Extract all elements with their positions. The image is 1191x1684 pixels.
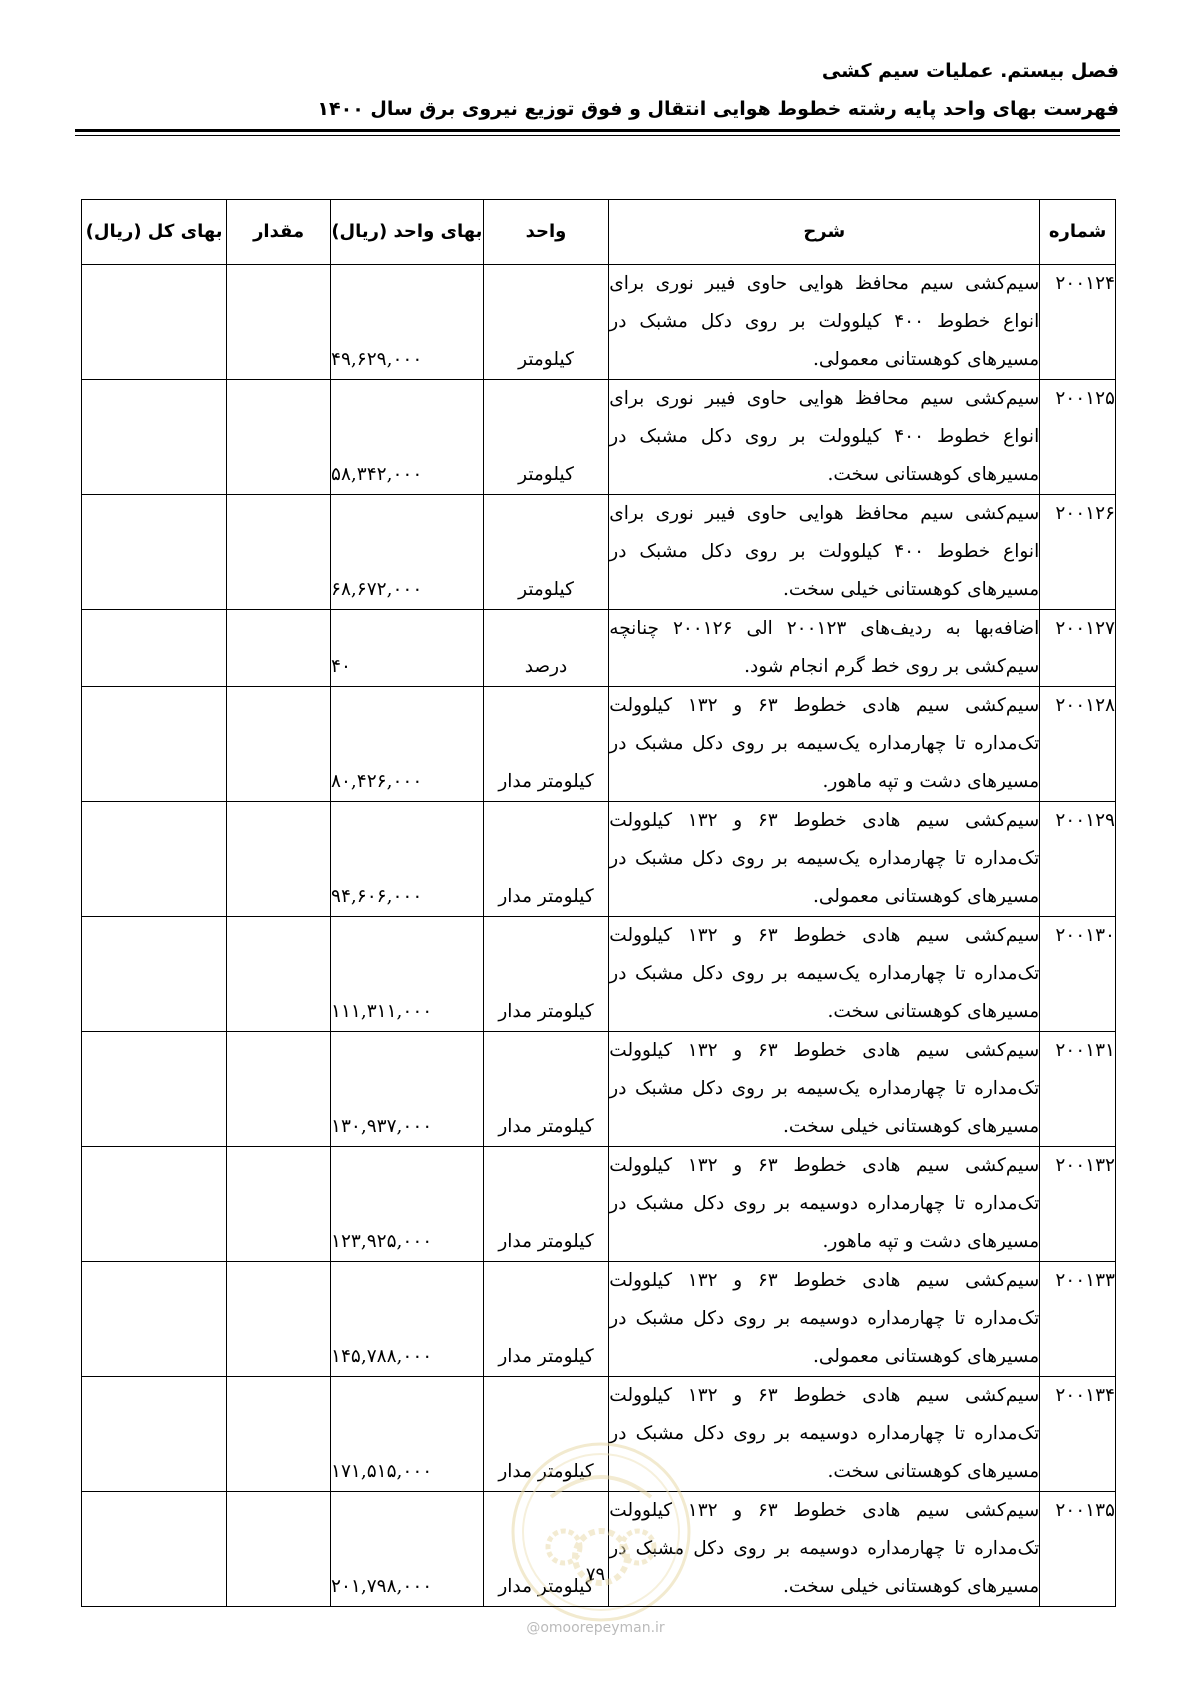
row-quantity (227, 1032, 331, 1147)
page-number: ۷۹ (585, 1564, 606, 1585)
row-total-price (82, 1377, 227, 1492)
row-unit: کیلومتر (483, 495, 609, 610)
row-total-price (82, 495, 227, 610)
row-quantity (227, 917, 331, 1032)
row-unit-price: ۱۷۱,۵۱۵,۰۰۰ (331, 1377, 484, 1492)
row-unit-price: ۲۰۱,۷۹۸,۰۰۰ (331, 1492, 484, 1607)
row-unit-price: ۹۴,۶۰۶,۰۰۰ (331, 802, 484, 917)
row-total-price (82, 687, 227, 802)
row-unit: کیلومتر (483, 265, 609, 380)
column-header-description: شرح (609, 200, 1040, 265)
row-description: سیم‌کشی سیم هادی خطوط ۶۳ و ۱۳۲ کیلوولت تک‌مداره تا چهارمداره یک‌سیمه بر روی دکل مشبک در مسیرهای دشت و تپه ماهور. (609, 687, 1040, 802)
row-total-price (82, 610, 227, 687)
row-total-price (82, 802, 227, 917)
row-quantity (227, 1377, 331, 1492)
table-row (82, 380, 1116, 495)
row-unit-price: ۶۸,۶۷۲,۰۰۰ (331, 495, 484, 610)
row-quantity (227, 687, 331, 802)
row-quantity (227, 610, 331, 687)
row-unit: کیلومتر مدار (483, 687, 609, 802)
row-unit: کیلومتر مدار (483, 1147, 609, 1262)
row-unit: کیلومتر مدار (483, 917, 609, 1032)
row-unit-price: ۴۹,۶۲۹,۰۰۰ (331, 265, 484, 380)
watermark-seal (506, 1437, 696, 1627)
table-row (82, 802, 1116, 917)
header-rule-thick (75, 129, 1120, 132)
table-row (82, 917, 1116, 1032)
row-description: سیم‌کشی سیم هادی خطوط ۶۳ و ۱۳۲ کیلوولت تک‌مداره تا چهارمداره یک‌سیمه بر روی دکل مشبک در مسیرهای کوهستانی معمولی. (609, 802, 1040, 917)
table-row (82, 610, 1116, 687)
row-description: سیم‌کشی سیم محافظ هوایی حاوی فیبر نوری برای انواع خطوط ۴۰۰ کیلوولت بر روی دکل مشبک در مسیرهای کوهستانی سخت. (609, 380, 1040, 495)
row-unit-price: ۱۳۰,۹۳۷,۰۰۰ (331, 1032, 484, 1147)
row-description: سیم‌کشی سیم هادی خطوط ۶۳ و ۱۳۲ کیلوولت تک‌مداره تا چهارمداره یک‌سیمه بر روی دکل مشبک در مسیرهای کوهستانی سخت. (609, 917, 1040, 1032)
header-rule-thin (75, 135, 1120, 136)
column-header-unit: واحد (483, 200, 609, 265)
row-number: ۲۰۰۱۲۷ (1040, 610, 1116, 687)
row-number: ۲۰۰۱۳۱ (1040, 1032, 1116, 1147)
row-description: سیم‌کشی سیم هادی خطوط ۶۳ و ۱۳۲ کیلوولت تک‌مداره تا چهارمداره دوسیمه بر روی دکل مشبک در مسیرهای دشت و تپه ماهور. (609, 1147, 1040, 1262)
table-row (82, 1147, 1116, 1262)
row-number: ۲۰۰۱۳۲ (1040, 1147, 1116, 1262)
watermark-text: @omoorepeyman.ir (526, 1620, 665, 1636)
table-row (82, 495, 1116, 610)
row-number: ۲۰۰۱۲۴ (1040, 265, 1116, 380)
column-header-number: شماره (1040, 200, 1116, 265)
row-description: سیم‌کشی سیم محافظ هوایی حاوی فیبر نوری برای انواع خطوط ۴۰۰ کیلوولت بر روی دکل مشبک در مسیرهای کوهستانی خیلی سخت. (609, 495, 1040, 610)
table-row (82, 1262, 1116, 1377)
footer-rule (86, 1606, 1116, 1607)
column-header-quantity: مقدار (227, 200, 331, 265)
table-row (82, 265, 1116, 380)
row-number: ۲۰۰۱۳۵ (1040, 1492, 1116, 1607)
row-number: ۲۰۰۱۳۴ (1040, 1377, 1116, 1492)
row-unit-price: ۱۲۳,۹۲۵,۰۰۰ (331, 1147, 484, 1262)
row-quantity (227, 380, 331, 495)
row-unit-price: ۱۴۵,۷۸۸,۰۰۰ (331, 1262, 484, 1377)
row-quantity (227, 802, 331, 917)
row-description: سیم‌کشی سیم هادی خطوط ۶۳ و ۱۳۲ کیلوولت تک‌مداره تا چهارمداره دوسیمه بر روی دکل مشبک در مسیرهای کوهستانی سخت. (609, 1377, 1040, 1492)
table-header-row (82, 200, 1116, 265)
row-quantity (227, 495, 331, 610)
row-quantity (227, 1492, 331, 1607)
row-description: سیم‌کشی سیم هادی خطوط ۶۳ و ۱۳۲ کیلوولت تک‌مداره تا چهارمداره دوسیمه بر روی دکل مشبک در مسیرهای کوهستانی خیلی سخت. (609, 1492, 1040, 1607)
row-quantity (227, 1262, 331, 1377)
row-total-price (82, 1032, 227, 1147)
row-total-price (82, 265, 227, 380)
row-unit-price: ۴۰ (331, 610, 484, 687)
row-description: سیم‌کشی سیم هادی خطوط ۶۳ و ۱۳۲ کیلوولت تک‌مداره تا چهارمداره یک‌سیمه بر روی دکل مشبک در مسیرهای کوهستانی خیلی سخت. (609, 1032, 1040, 1147)
row-unit: کیلومتر مدار (483, 1377, 609, 1492)
row-number: ۲۰۰۱۳۰ (1040, 917, 1116, 1032)
row-unit: کیلومتر مدار (483, 1262, 609, 1377)
column-header-unit-price: بهای واحد (ریال) (331, 200, 484, 265)
row-total-price (82, 917, 227, 1032)
row-number: ۲۰۰۱۲۸ (1040, 687, 1116, 802)
document-subtitle: فهرست بهای واحد پایه رشته خطوط هوایی انتقال و فوق توزیع نیروی برق سال ۱۴۰۰ (317, 98, 1119, 120)
table-row (82, 687, 1116, 802)
row-description: سیم‌کشی سیم هادی خطوط ۶۳ و ۱۳۲ کیلوولت تک‌مداره تا چهارمداره دوسیمه بر روی دکل مشبک در مسیرهای کوهستانی معمولی. (609, 1262, 1040, 1377)
row-quantity (227, 265, 331, 380)
column-header-total-price: بهای کل (ریال) (82, 200, 227, 265)
row-unit-price: ۵۸,۳۴۲,۰۰۰ (331, 380, 484, 495)
price-list-table (81, 199, 1116, 1607)
chapter-title: فصل بیستم. عملیات سیم کشی (821, 60, 1119, 82)
row-number: ۲۰۰۱۲۵ (1040, 380, 1116, 495)
row-unit: کیلومتر مدار (483, 1032, 609, 1147)
row-unit: کیلومتر مدار (483, 802, 609, 917)
row-unit: کیلومتر (483, 380, 609, 495)
row-unit: درصد (483, 610, 609, 687)
row-total-price (82, 380, 227, 495)
row-total-price (82, 1262, 227, 1377)
row-unit-price: ۱۱۱,۳۱۱,۰۰۰ (331, 917, 484, 1032)
row-total-price (82, 1492, 227, 1607)
table-row (82, 1032, 1116, 1147)
row-number: ۲۰۰۱۲۶ (1040, 495, 1116, 610)
row-unit-price: ۸۰,۴۲۶,۰۰۰ (331, 687, 484, 802)
row-description: سیم‌کشی سیم محافظ هوایی حاوی فیبر نوری برای انواع خطوط ۴۰۰ کیلوولت بر روی دکل مشبک در مسیرهای کوهستانی معمولی. (609, 265, 1040, 380)
row-number: ۲۰۰۱۳۳ (1040, 1262, 1116, 1377)
row-quantity (227, 1147, 331, 1262)
row-number: ۲۰۰۱۲۹ (1040, 802, 1116, 917)
row-unit: کیلومتر مدار (483, 1492, 609, 1607)
row-description: اضافه‌بها به ردیف‌های ۲۰۰۱۲۳ الی ۲۰۰۱۲۶ چنانچه سیم‌کشی بر روی خط گرم انجام شود. (609, 610, 1040, 687)
row-total-price (82, 1147, 227, 1262)
